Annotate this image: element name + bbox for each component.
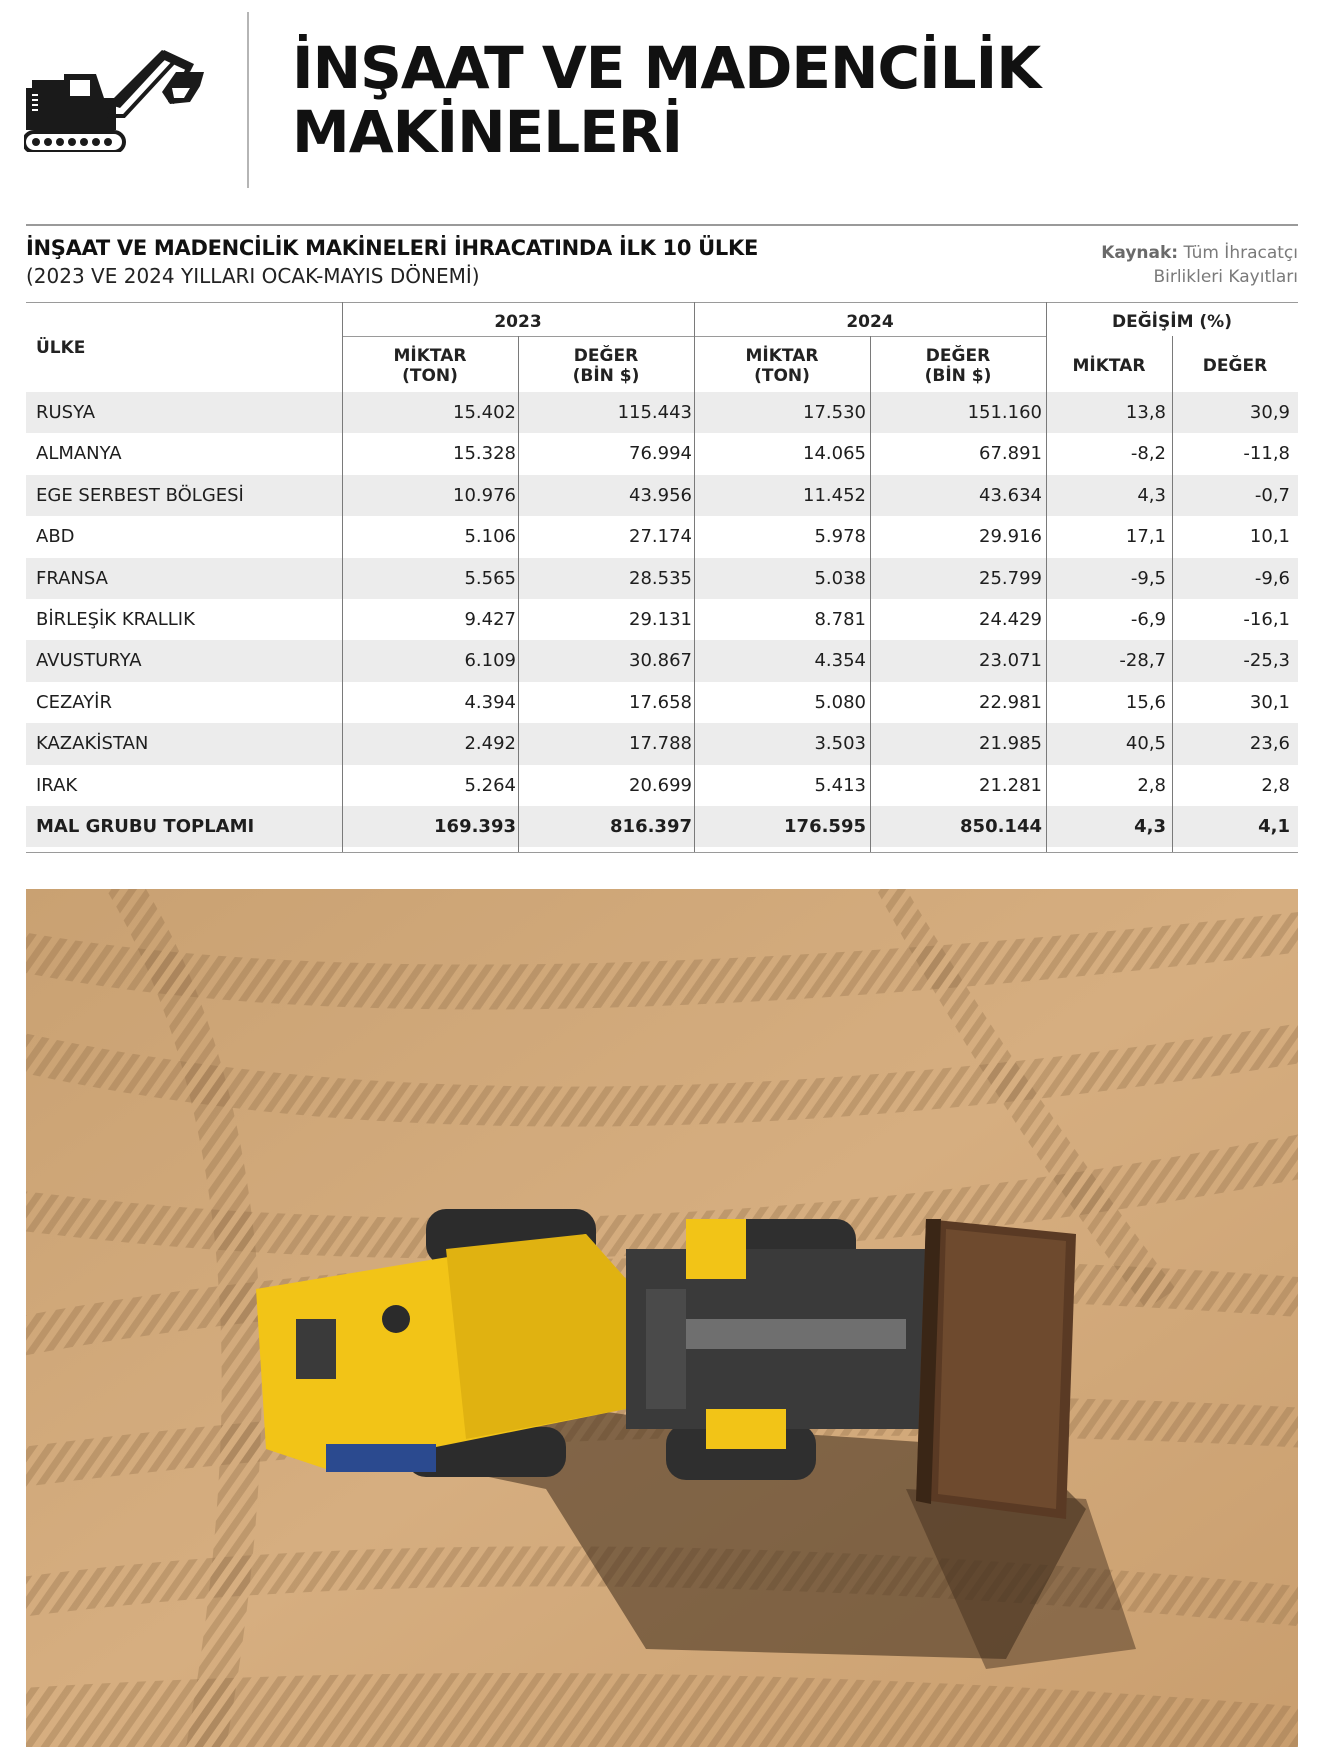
country-cell: AVUSTURYA: [36, 650, 142, 672]
table-row: [26, 599, 1298, 640]
table-bottom-rule: [26, 852, 1298, 853]
page-header: [0, 0, 1320, 200]
qty-2024-cell: 17.530: [803, 402, 866, 423]
table-row: [26, 475, 1298, 516]
change-value-cell: 30,9: [1249, 402, 1290, 423]
col-header-change-val: DEĞER: [1202, 356, 1268, 376]
qty-2023-cell: 4.394: [464, 691, 516, 713]
value-2024-cell: 21.985: [979, 733, 1042, 755]
value-2024-cell: 151.160: [967, 402, 1042, 423]
qty-2023-cell: 15.402: [453, 402, 516, 423]
qty-2023-cell: 5.565: [464, 567, 516, 589]
col-header-qty-2023-l2: (TON): [402, 366, 458, 386]
qty-2024-cell: 8.781: [814, 608, 866, 630]
col-sep: [342, 302, 343, 852]
col-header-qty-2024-l1: MİKTAR: [745, 346, 819, 366]
col-sep: [870, 336, 871, 852]
country-cell: ABD: [36, 526, 75, 548]
table-row: [26, 723, 1298, 764]
col-sep: [1172, 336, 1173, 852]
col-header-val-2024-l1: DEĞER: [925, 346, 991, 366]
qty-2023-cell: 5.106: [464, 526, 516, 548]
country-cell: EGE SERBEST BÖLGESİ: [36, 484, 244, 506]
table-row: [26, 392, 1298, 433]
change-value-cell: 30,1: [1249, 691, 1290, 713]
value-2023-cell: 29.131: [629, 608, 692, 630]
country-cell: KAZAKİSTAN: [36, 733, 149, 755]
value-2023-cell: 28.535: [629, 567, 692, 589]
col-header-qty-2023: [342, 346, 518, 386]
value-2024-cell: 850.144: [960, 815, 1042, 837]
value-2024-cell: 43.634: [979, 484, 1042, 506]
qty-2024-cell: 3.503: [814, 733, 866, 755]
qty-2024-cell: 5.080: [814, 691, 866, 713]
qty-2024-cell: 4.354: [814, 650, 866, 672]
qty-2023-cell: 2.492: [464, 733, 516, 755]
col-header-qty-2024: [694, 346, 870, 386]
group-header-change: DEĞİŞİM (%): [1112, 312, 1232, 332]
table-total-row: [26, 806, 1298, 847]
value-2023-cell: 43.956: [629, 484, 692, 506]
change-qty-cell: -6,9: [1130, 608, 1166, 630]
value-2024-cell: 21.281: [979, 774, 1042, 796]
col-sep: [1046, 302, 1047, 852]
value-2023-cell: 76.994: [629, 443, 692, 465]
col-header-val-2023-l2: (BİN $): [572, 366, 640, 386]
table-row: [26, 640, 1298, 681]
value-2023-cell: 17.658: [629, 691, 692, 713]
table-subtitle: (2023 VE 2024 YILLARI OCAK-MAYIS DÖNEMİ): [26, 264, 480, 288]
table-row: [26, 433, 1298, 474]
value-2023-cell: 27.174: [629, 526, 692, 548]
change-qty-cell: 40,5: [1125, 733, 1166, 755]
table-body: [26, 392, 1298, 847]
change-qty-cell: 2,8: [1137, 774, 1166, 796]
value-2023-cell: 30.867: [629, 650, 692, 672]
export-table: [26, 302, 1298, 847]
group-header-2024: 2024: [846, 312, 894, 332]
col-sep: [694, 302, 695, 852]
page-title: İNŞAAT VE MADENCİLİK MAKİNELERİ: [292, 34, 1041, 166]
change-qty-cell: 13,8: [1125, 402, 1166, 423]
header-divider: [247, 12, 249, 188]
qty-2023-cell: 15.328: [453, 443, 516, 465]
qty-2024-cell: 14.065: [803, 443, 866, 465]
table-row: [26, 516, 1298, 557]
country-cell: FRANSA: [36, 567, 108, 589]
change-qty-cell: 4,3: [1134, 815, 1166, 837]
wheel-loader-photo: [26, 889, 1298, 1747]
source-text-line1: Tüm İhracatçı: [1183, 243, 1298, 263]
col-header-val-2023: [518, 346, 694, 386]
change-qty-cell: 4,3: [1137, 484, 1166, 506]
value-2024-cell: 67.891: [979, 443, 1042, 465]
qty-2023-cell: 5.264: [464, 774, 516, 796]
col-sep: [518, 336, 519, 852]
value-2023-cell: 115.443: [617, 402, 692, 423]
change-value-cell: 23,6: [1249, 733, 1290, 755]
country-cell: ALMANYA: [36, 443, 122, 465]
change-qty-cell: -9,5: [1130, 567, 1166, 589]
col-header-country: ÜLKE: [36, 338, 86, 358]
change-value-cell: -11,8: [1243, 443, 1290, 465]
value-2023-cell: 816.397: [610, 815, 692, 837]
change-qty-cell: -28,7: [1119, 650, 1166, 672]
change-value-cell: -0,7: [1254, 484, 1290, 506]
change-value-cell: 4,1: [1258, 815, 1290, 837]
group-header-2023: 2023: [494, 312, 542, 332]
qty-2024-cell: 5.038: [814, 567, 866, 589]
country-cell: CEZAYİR: [36, 691, 112, 713]
change-qty-cell: 15,6: [1125, 691, 1166, 713]
value-2024-cell: 22.981: [979, 691, 1042, 713]
change-qty-cell: 17,1: [1125, 526, 1166, 548]
col-header-qty-2023-l1: MİKTAR: [393, 346, 467, 366]
change-value-cell: -16,1: [1243, 608, 1290, 630]
qty-2024-cell: 176.595: [784, 815, 866, 837]
qty-2024-cell: 5.413: [814, 774, 866, 796]
value-2023-cell: 20.699: [629, 774, 692, 796]
col-header-val-2024-l2: (BİN $): [924, 366, 992, 386]
country-cell: MAL GRUBU TOPLAMI: [36, 815, 255, 837]
table-header: [26, 302, 1298, 392]
value-2024-cell: 23.071: [979, 650, 1042, 672]
col-header-change-qty: MİKTAR: [1072, 356, 1146, 376]
value-2023-cell: 17.788: [629, 733, 692, 755]
source-note: [1101, 241, 1298, 289]
col-header-val-2023-l1: DEĞER: [573, 346, 639, 366]
change-value-cell: -25,3: [1243, 650, 1290, 672]
value-2024-cell: 29.916: [979, 526, 1042, 548]
qty-2023-cell: 169.393: [434, 815, 516, 837]
table-row: [26, 558, 1298, 599]
qty-2024-cell: 5.978: [814, 526, 866, 548]
change-value-cell: -9,6: [1254, 567, 1290, 589]
table-row: [26, 765, 1298, 806]
col-header-qty-2024-l2: (TON): [754, 366, 810, 386]
qty-2023-cell: 10.976: [453, 484, 516, 506]
table-row: [26, 682, 1298, 723]
qty-2023-cell: 6.109: [464, 650, 516, 672]
excavator-icon: [24, 46, 206, 152]
source-label: Kaynak:: [1101, 243, 1179, 263]
country-cell: IRAK: [36, 774, 78, 796]
country-cell: BİRLEŞİK KRALLIK: [36, 608, 195, 630]
qty-2024-cell: 11.452: [803, 484, 866, 506]
section-rule: [26, 224, 1298, 226]
source-text-line2: Birlikleri Kayıtları: [1153, 267, 1298, 287]
value-2024-cell: 25.799: [979, 567, 1042, 589]
change-value-cell: 2,8: [1261, 774, 1290, 796]
table-title: İNŞAAT VE MADENCİLİK MAKİNELERİ İHRACATINDA İLK 10 ÜLKE: [26, 236, 759, 260]
change-qty-cell: -8,2: [1130, 443, 1166, 465]
country-cell: RUSYA: [36, 402, 96, 423]
value-2024-cell: 24.429: [979, 608, 1042, 630]
change-value-cell: 10,1: [1249, 526, 1290, 548]
qty-2023-cell: 9.427: [464, 608, 516, 630]
col-header-val-2024: [870, 346, 1046, 386]
